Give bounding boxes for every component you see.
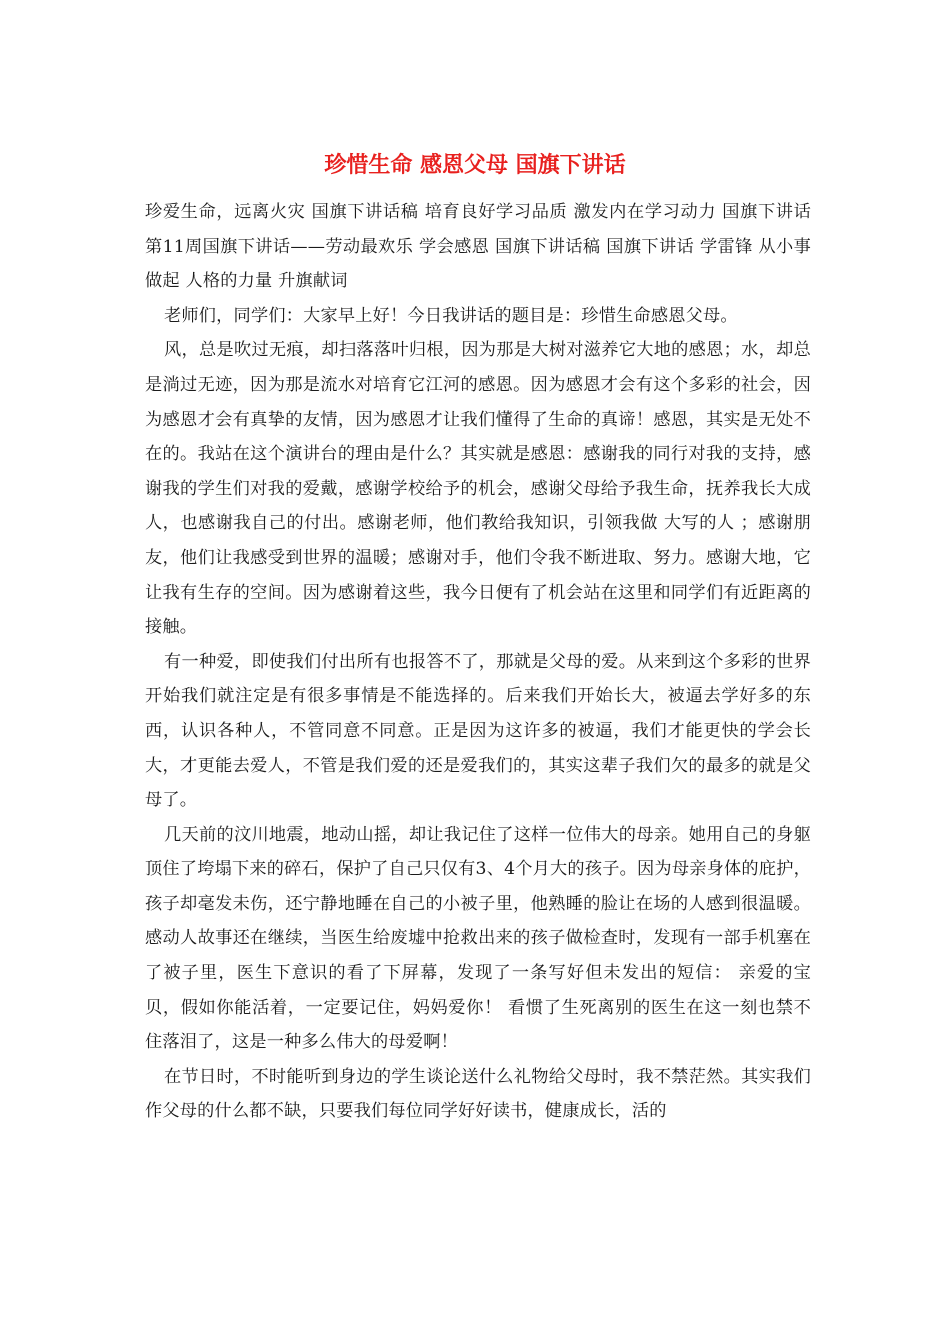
paragraph-holiday-gifts: 在节日时，不时能听到身边的学生谈论送什么礼物给父母时，我不禁茫然。其实我们作父母的什么都不缺，只要我们每位同学好好读书，健康成长，活的 xyxy=(145,1066,811,1122)
paragraph-greeting: 老师们，同学们：大家早上好！今日我讲话的题目是：珍惜生命感恩父母。 xyxy=(164,305,738,326)
paragraph-parents-love: 有一种爱，即使我们付出所有也报答不了，那就是父母的爱。从来到这个多彩的世界开始我们就注定是有很多事情是不能选择的。后来我们开始长大，被逼去学好多的东西，认识各种人，不管同意不同意。正是因为这许多的被逼，我们才能更快的学会长大，才更能去爱人，不管是我们爱的还是爱我们的，其实这辈子我们欠的最多的就是父母了。 xyxy=(145,651,811,811)
document-title: 珍惜生命 感恩父母 国旗下讲话 xyxy=(324,152,626,178)
related-topics: 珍爱生命，远离火灾 国旗下讲话稿 培育良好学习品质 激发内在学习动力 国旗下讲话 第11周国旗下讲话——劳动最欢乐 学会感恩 国旗下讲话稿 国旗下讲话 学雷锋 从小事做起 人格的力量 升旗献词 xyxy=(145,202,811,292)
paragraph-earthquake-story: 几天前的汶川地震，地动山摇，却让我记住了这样一位伟大的母亲。她用自己的身躯顶住了垮塌下来的碎石，保护了自己只仅有3、4个月大的孩子。因为母亲身体的庇护，孩子却毫发未伤，还宁静地睡在自己的小被子里，他熟睡的脸让在场的人感到很温暖。感动人故事还在继续，当医生给废墟中抢救出来的孩子做检查时，发现有一部手机塞在了被子里，医生下意识的看了下屏幕，发现了一条写好但未发出的短信： 亲爱的宝贝，假如你能活着，一定要记住，妈妈爱你！ 看惯了生死离别的医生在这一刻也禁不住落泪了，这是一种多么伟大的母爱啊！ xyxy=(145,824,811,1053)
document-body xyxy=(145,195,811,1129)
paragraph-gratitude: 风，总是吹过无痕，却扫落落叶归根，因为那是大树对滋养它大地的感恩；水，却总是淌过无迹，因为那是流水对培育它江河的感恩。因为感恩才会有这个多彩的社会，因为感恩才会有真挚的友情，因为感恩才让我们懂得了生命的真谛！感恩，其实是无处不在的。我站在这个演讲台的理由是什么？其实就是感恩：感谢我的同行对我的支持，感谢我的学生们对我的爱戴，感谢学校给予的机会，感谢父母给予我生命，抚养我长大成人，也感谢我自己的付出。感谢老师，他们教给我知识，引领我做 大写的人 ；感谢朋友，他们让我感受到世界的温暖；感谢对手，他们令我不断进取、努力。感谢大地，它让我有生存的空间。因为感谢着这些，我今日便有了机会站在这里和同学们有近距离的接触。 xyxy=(145,340,811,638)
